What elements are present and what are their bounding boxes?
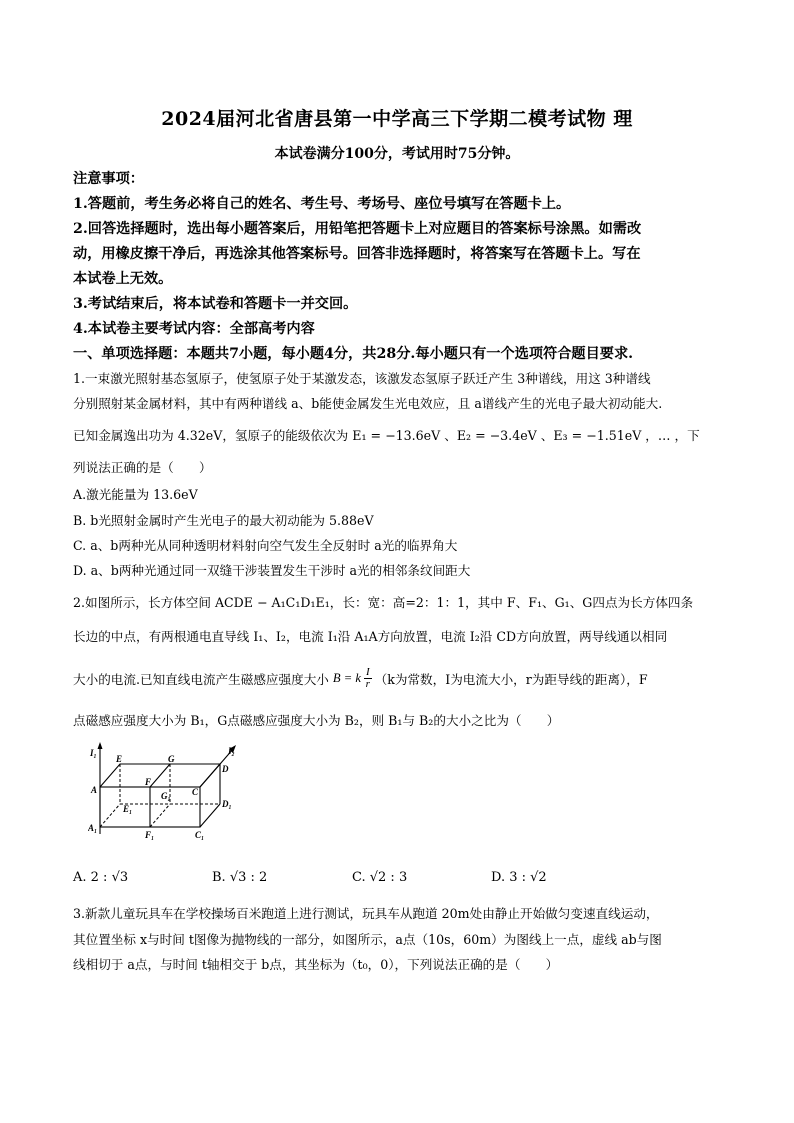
q2-line-3-text-b: （k为常数，I为电流大小，r为距导线的距离），F bbox=[374, 672, 648, 687]
label-e1: E₁ bbox=[123, 804, 133, 814]
q1-option-a: A.激光能量为 13.6eV bbox=[73, 487, 198, 502]
q1-line-1: 1.一束激光照射基态氢原子，使氢原子处于某激发态，该激发态氢原子跃迁产生 3种谱线，用这 3种谱线 bbox=[73, 371, 651, 386]
section-heading: 一、单项选择题：本题共7小题，每小题4分，共28分.每小题只有一个选项符合题目要求. bbox=[73, 346, 634, 362]
q1-line-2: 分别照射某金属材料，其中有两种谱线 a、b能使金属发生光电效应，且 a谱线产生的光电子最大初动能大. bbox=[73, 396, 663, 411]
q1-option-c: C. a、b两种光从同种透明材料射向空气发生全反射时 a光的临界角大 bbox=[73, 538, 458, 553]
notice-line-5: 3.考试结束后，将本试卷和答题卡一并交回。 bbox=[73, 296, 358, 312]
label-g1: G₁ bbox=[161, 791, 171, 801]
q2-line-4: 点磁感应强度大小为 B₁，G点磁感应强度大小为 B₂，则 B₁与 B₂的大小之比为（ ） bbox=[73, 713, 560, 728]
q2-option-a: A. 2 : √3 bbox=[73, 870, 129, 885]
notice-line-2: 2.回答选择题时，选出每小题答案后，用铅笔把答题卡上对应题目的答案标号涂黑。如需改 bbox=[73, 221, 642, 237]
notice-line-1: 1.答题前，考生务必将自己的姓名、考生号、考场号、座位号填写在答题卡上。 bbox=[73, 196, 571, 212]
exam-title: 2024届河北省唐县第一中学高三下学期二模考试物 理 bbox=[161, 108, 633, 130]
q3-line-1: 3.新款儿童玩具车在学校操场百米跑道上进行测试，玩具车从跑道 20m处由静止开始做匀变速直线运动， bbox=[73, 906, 659, 921]
q3-line-2: 其位置坐标 x与时间 t图像为抛物线的一部分，如图所示，a点（10s，60m）为图线上一点，虚线 ab与图 bbox=[73, 932, 662, 947]
label-c1: C₁ bbox=[195, 830, 205, 840]
formula-numerator: I bbox=[365, 666, 370, 678]
label-a1: A₁ bbox=[88, 823, 98, 833]
label-i1: I₁ bbox=[90, 748, 97, 758]
label-g: G bbox=[168, 754, 175, 764]
label-i2: I₂ bbox=[228, 746, 235, 756]
q1-option-b: B. b光照射金属时产生光电子的最大初动能为 5.88eV bbox=[73, 513, 374, 528]
label-d: D bbox=[222, 764, 229, 774]
cuboid-figure bbox=[88, 742, 238, 842]
q2-option-b: B. √3 : 2 bbox=[212, 870, 268, 885]
notice-line-6: 4.本试卷主要考试内容：全部高考内容 bbox=[73, 321, 315, 337]
notice-line-3: 动，用橡皮擦干净后，再选涂其他答案标号。回答非选择题时，将答案写在答题卡上。写在 bbox=[73, 246, 641, 262]
label-d1: D₁ bbox=[222, 799, 232, 809]
q1-option-d: D. a、b两种光通过同一双缝干涉装置发生干涉时 a光的相邻条纹间距大 bbox=[73, 563, 471, 578]
q2-option-d: D. 3 : √2 bbox=[491, 870, 547, 885]
formula-denominator: r bbox=[365, 678, 370, 690]
q3-line-3: 线相切于 a点，与时间 t轴相交于 b点，其坐标为（t₀，0），下列说法正确的是（ ） bbox=[73, 957, 559, 972]
notice-heading: 注意事项： bbox=[73, 171, 144, 187]
q2-line-3-text-a: 大小的电流.已知直线电流产生磁感应强度大小 bbox=[73, 672, 329, 687]
label-f: F bbox=[145, 777, 152, 787]
label-f1: F₁ bbox=[145, 830, 155, 840]
label-c: C bbox=[192, 787, 199, 797]
notice-line-4: 本试卷上无效。 bbox=[73, 271, 173, 287]
q1-line-3: 已知金属逸出功为 4.32eV，氢原子的能级依次为 E₁ = −13.6eV 、E₂ = −3.4eV 、E₃ = −1.51eV ，… ，下 bbox=[73, 428, 700, 443]
q2-line-1: 2.如图所示，长方体空间 ACDE − A₁C₁D₁E₁，长：宽：高=2：1：1，其中 F、F₁、G₁、G四点为长方体四条 bbox=[73, 595, 694, 610]
q2-option-c: C. √2 : 3 bbox=[352, 870, 408, 885]
wire-i1-arrow bbox=[98, 742, 103, 749]
formula-fraction bbox=[364, 667, 372, 690]
label-e: E bbox=[116, 754, 123, 764]
label-a: A bbox=[91, 785, 98, 795]
q1-line-4: 列说法正确的是（ ） bbox=[73, 460, 212, 475]
mid-line-f-g bbox=[150, 764, 170, 787]
q2-line-2: 长边的中点，有两根通电直导线 I₁、I₂，电流 I₁沿 A₁A方向放置，电流 I₂沿 CD方向放置，两导线通以相同 bbox=[73, 629, 668, 644]
exam-subtitle: 本试卷满分100分，考试用时75分钟。 bbox=[274, 146, 520, 162]
formula-lhs: B = k bbox=[332, 671, 361, 685]
q2-line-3 bbox=[73, 667, 733, 690]
